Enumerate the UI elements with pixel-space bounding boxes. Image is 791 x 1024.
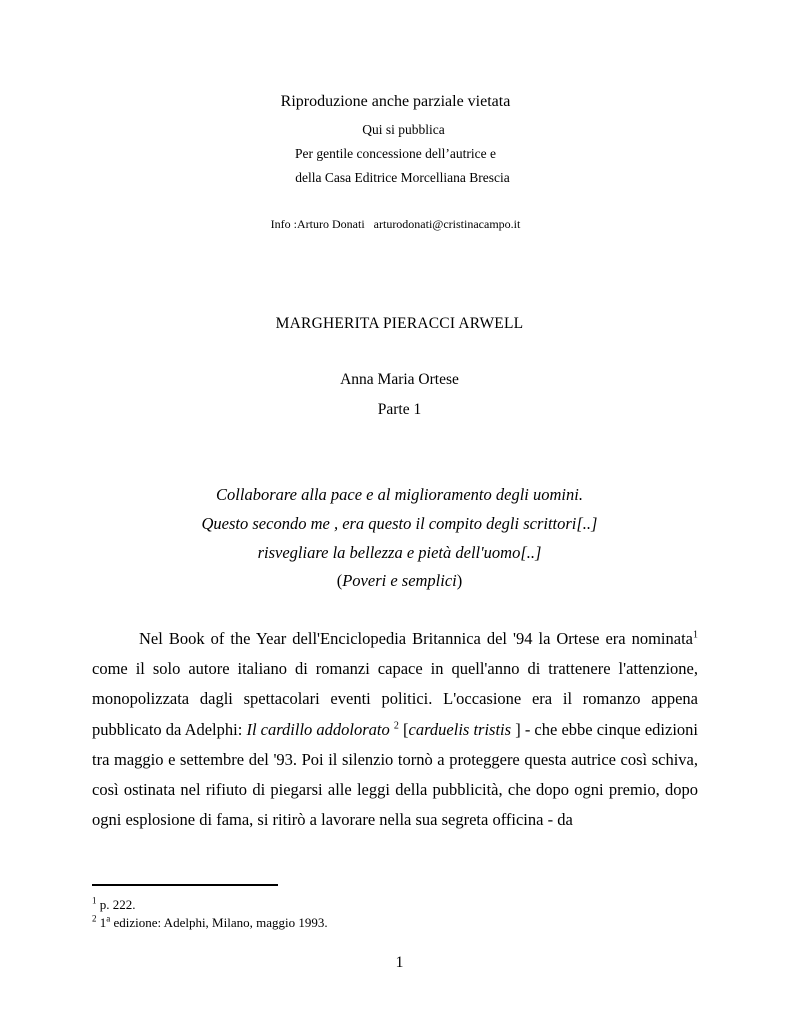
source-close: ) — [456, 571, 463, 590]
body-text-d: ] - che ebbe cinque edizioni tra maggio e settembre del '93. Poi il silenzio tornò a proteggere questa autrice così schiva, così ostinata nel rifiuto di piegarsi alle leggi della pubblicità, che dopo ogni premio, dopo ogni esplosione di fama, si ritirò a lavorare nella sua segreta officina - da — [92, 719, 698, 830]
footnote-ordinal: a — [106, 913, 111, 924]
footnote-text-1: p. 222. — [96, 897, 136, 912]
book-title: Il cardillo addolorato — [246, 719, 390, 739]
part-title: Parte 1 — [377, 401, 422, 418]
body-text-c: [ — [398, 719, 409, 739]
epigraph-source — [0, 571, 791, 591]
header-line-2: Qui si pubblica — [362, 122, 445, 137]
source-title: Poveri e semplici — [342, 571, 457, 590]
author-title: MARGHERITA PIERACCI ARWELL — [275, 315, 524, 332]
info-email: arturodonati@cristinacampo.it — [373, 217, 521, 231]
header-line-4: della Casa Editrice Morcelliana Brescia — [295, 170, 510, 185]
epigraph-line-1: Collaborare alla pace e al miglioramento degli uomini. — [216, 485, 583, 504]
footnote-2 — [92, 915, 328, 931]
source-open: ( — [336, 571, 343, 590]
page-number: 1 — [395, 954, 404, 971]
header-line-3: Per gentile concessione dell’autrice e — [295, 146, 496, 161]
header-line-1: Riproduzione anche parziale vietata — [280, 93, 511, 110]
footnote-ref-1[interactable]: 1 — [693, 629, 698, 641]
epigraph-line-3: risvegliare la bellezza e pietà dell'uomo[..] — [257, 543, 542, 562]
epigraph-line-2: Questo secondo me , era questo il compito degli scrittori[..] — [201, 514, 598, 533]
footnote-mark-1: 1 — [92, 895, 97, 906]
info-line — [0, 217, 791, 232]
body-text-a: Nel Book of the Year dell'Enciclopedia Britannica del '94 la Ortese era nominata — [139, 629, 693, 648]
footnote-separator — [92, 884, 278, 886]
footnote-text-2a: 1 — [96, 915, 107, 930]
footnote-ref-2[interactable]: 2 — [393, 720, 399, 732]
footnote-mark-2: 2 — [92, 913, 97, 924]
footnote-text-2b: edizione: Adelphi, Milano, maggio 1993. — [110, 915, 328, 930]
info-label: Info :Arturo Donati — [270, 217, 365, 231]
body-paragraph — [92, 624, 698, 835]
body-text-b: come il solo autore italiano di romanzi capace in quell'anno di trattenere l'attenzione, monopolizzata dagli spettacolari eventi politici. L'occasione era il romanzo appena pubblicato da Adelphi: — [92, 659, 698, 739]
latin-name: carduelis tristis — [408, 719, 512, 739]
subject-title: Anna Maria Ortese — [340, 371, 459, 388]
footnote-1 — [92, 897, 136, 913]
